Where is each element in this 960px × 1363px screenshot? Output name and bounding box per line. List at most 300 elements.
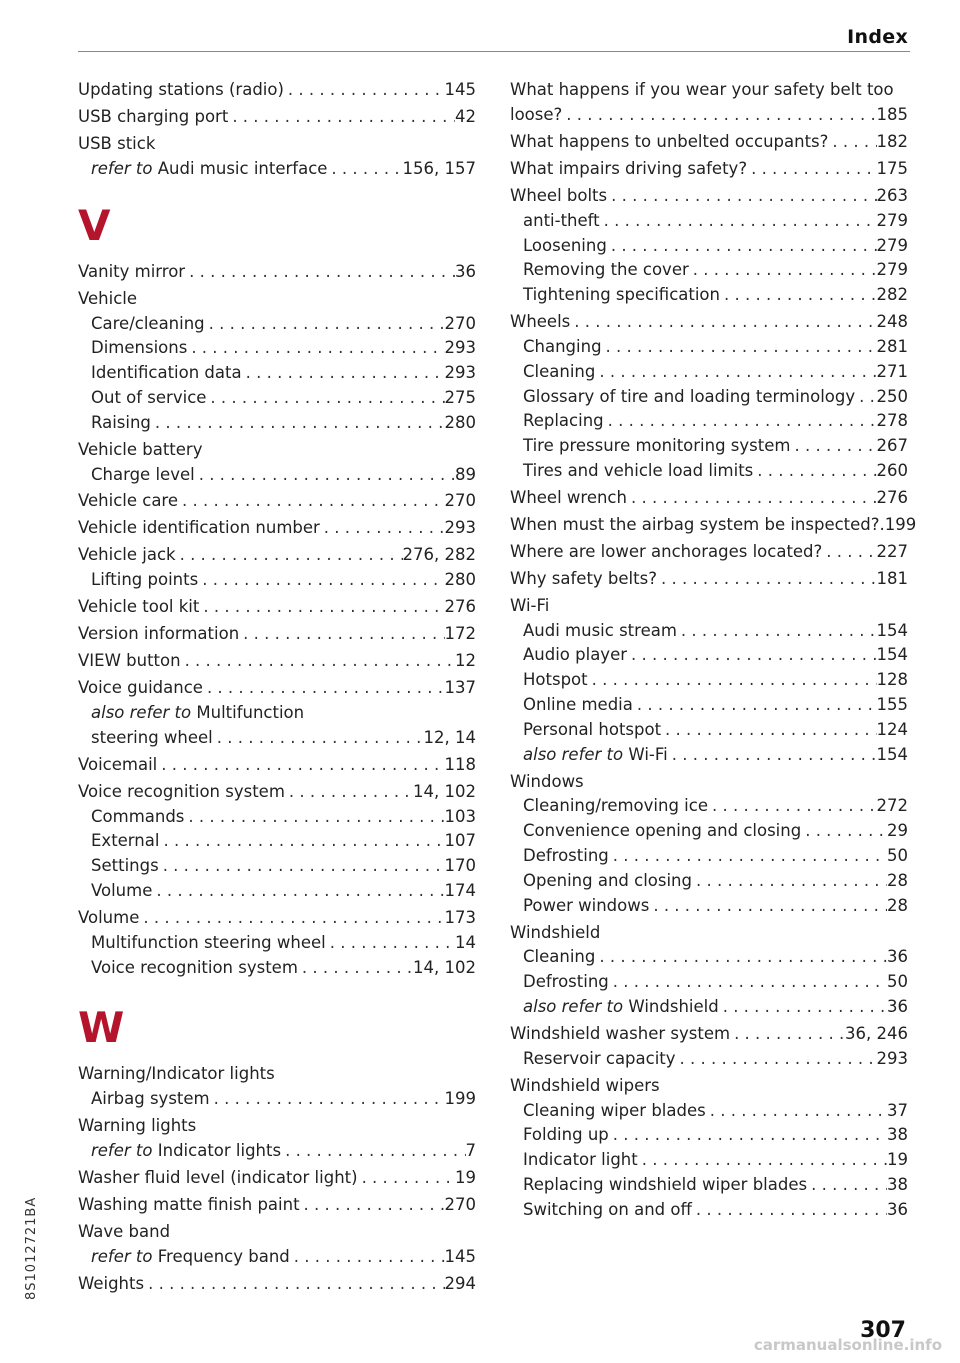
index-term: Cleaning/removing ice bbox=[523, 796, 708, 816]
index-entry bbox=[510, 103, 908, 128]
index-term: Raising bbox=[91, 412, 151, 432]
cross-reference-label: refer to bbox=[91, 1140, 153, 1160]
index-entry bbox=[510, 258, 908, 283]
dot-leader bbox=[239, 622, 444, 647]
index-term: Settings bbox=[91, 856, 159, 876]
index-term: Power windows bbox=[523, 895, 650, 915]
page-reference: 155 bbox=[876, 695, 908, 714]
index-term: Identification data bbox=[91, 363, 242, 383]
index-entry bbox=[510, 743, 908, 768]
index-entry bbox=[78, 701, 476, 726]
index-entry bbox=[78, 361, 476, 386]
index-entry bbox=[510, 310, 908, 335]
index-entry bbox=[510, 486, 908, 511]
index-entry bbox=[510, 869, 908, 894]
page-reference: 36 bbox=[887, 947, 908, 967]
page-reference: 293 bbox=[444, 518, 476, 538]
dot-leader bbox=[638, 1148, 887, 1173]
index-entry bbox=[510, 1198, 908, 1223]
index-term: Voicemail bbox=[78, 754, 158, 774]
dot-leader bbox=[708, 794, 877, 819]
dot-leader bbox=[157, 753, 444, 778]
dot-leader bbox=[562, 103, 876, 128]
index-term: steering wheel bbox=[91, 727, 213, 747]
cross-reference-label: refer to bbox=[91, 1246, 153, 1266]
dot-leader bbox=[358, 1166, 455, 1191]
dot-leader bbox=[807, 1173, 887, 1198]
index-entry bbox=[510, 513, 917, 538]
dot-leader bbox=[159, 829, 444, 854]
index-term: USB stick bbox=[78, 134, 156, 154]
page-reference: 293 bbox=[444, 363, 476, 383]
index-term: Windshield bbox=[510, 922, 601, 942]
index-entry bbox=[78, 411, 476, 436]
dot-leader bbox=[588, 668, 877, 693]
index-term: Warning lights bbox=[78, 1116, 197, 1136]
page-reference: 38 bbox=[887, 1125, 908, 1145]
index-entry bbox=[510, 130, 908, 155]
index-term: Care/cleaning bbox=[91, 313, 205, 333]
header-divider bbox=[78, 51, 910, 52]
dot-leader bbox=[198, 568, 444, 593]
index-entry bbox=[510, 157, 908, 182]
dot-leader bbox=[285, 780, 413, 805]
dot-leader bbox=[242, 361, 445, 386]
index-term: Tires and vehicle load limits bbox=[523, 460, 754, 480]
index-entry bbox=[78, 287, 476, 312]
index-entry bbox=[510, 459, 908, 484]
index-term: VIEW button bbox=[78, 651, 181, 671]
index-term: Vehicle identification number bbox=[78, 518, 320, 538]
index-term: Voice recognition system bbox=[78, 781, 285, 801]
index-term: Volume bbox=[78, 907, 140, 927]
index-entry bbox=[510, 184, 908, 209]
index-term: Replacing bbox=[523, 411, 604, 431]
dot-leader bbox=[790, 434, 876, 459]
index-term: USB charging port bbox=[78, 107, 229, 127]
page-reference: 36 bbox=[455, 261, 476, 281]
index-term: Vehicle care bbox=[78, 491, 179, 511]
dot-leader bbox=[570, 310, 876, 335]
page-reference: 12, 14 bbox=[423, 727, 476, 747]
index-entry bbox=[510, 844, 908, 869]
index-term: Commands bbox=[91, 806, 185, 826]
dot-leader bbox=[609, 1123, 887, 1148]
index-term: Personal hotspot bbox=[523, 719, 662, 739]
dot-leader bbox=[290, 1245, 445, 1270]
dot-leader bbox=[210, 1087, 445, 1112]
dot-leader bbox=[692, 869, 887, 894]
page-reference: 281 bbox=[876, 336, 908, 356]
index-term: Defrosting bbox=[523, 972, 609, 992]
index-entry bbox=[78, 463, 476, 488]
index-term: Dimensions bbox=[91, 338, 188, 358]
index-entry bbox=[78, 956, 476, 981]
index-entry bbox=[510, 643, 908, 668]
page-reference: 276 bbox=[876, 487, 908, 507]
page-reference: 276 bbox=[444, 597, 476, 617]
index-term: Hotspot bbox=[523, 670, 588, 690]
page-reference: 14, 102 bbox=[413, 957, 476, 977]
index-term: Audi music interface bbox=[157, 158, 328, 178]
page-reference: 275 bbox=[444, 387, 476, 407]
page-reference: 270 bbox=[444, 491, 476, 511]
index-entry bbox=[78, 1139, 476, 1164]
index-entry bbox=[510, 209, 908, 234]
index-entry bbox=[78, 622, 476, 647]
page-reference: 50 bbox=[887, 845, 908, 865]
index-term: Wave band bbox=[78, 1221, 171, 1241]
page-reference: 185 bbox=[876, 104, 908, 124]
index-entry bbox=[78, 1087, 476, 1112]
index-term: Replacing windshield wiper blades bbox=[523, 1174, 808, 1194]
index-term: Indicator lights bbox=[157, 1140, 282, 1160]
index-entry bbox=[510, 78, 908, 103]
index-entry bbox=[78, 438, 476, 463]
dot-leader bbox=[178, 489, 444, 514]
index-term: Charge level bbox=[91, 464, 195, 484]
dot-leader bbox=[281, 1139, 465, 1164]
index-column-right bbox=[510, 76, 917, 1222]
index-entry bbox=[78, 260, 476, 285]
index-term: Indicator light bbox=[523, 1150, 638, 1170]
dot-leader bbox=[627, 643, 876, 668]
index-entry bbox=[78, 726, 476, 751]
index-entry bbox=[78, 829, 476, 854]
index-term: What impairs driving safety? bbox=[510, 158, 748, 178]
dot-leader bbox=[676, 1047, 877, 1072]
index-entry bbox=[78, 879, 476, 904]
dot-leader bbox=[203, 676, 445, 701]
index-term: Vehicle battery bbox=[78, 439, 203, 459]
index-entry bbox=[510, 1148, 908, 1173]
dot-leader bbox=[595, 945, 887, 970]
index-entry bbox=[510, 234, 908, 259]
index-term: Cleaning bbox=[523, 947, 596, 967]
page-reference: 175 bbox=[876, 158, 908, 178]
index-entry bbox=[510, 434, 908, 459]
index-entry bbox=[78, 1245, 476, 1270]
page-reference: 282 bbox=[876, 285, 908, 305]
index-term: Removing the cover bbox=[523, 260, 689, 280]
index-entry bbox=[510, 1123, 908, 1148]
dot-leader bbox=[706, 1099, 887, 1124]
index-term: Frequency band bbox=[157, 1246, 290, 1266]
page-reference: 280 bbox=[444, 570, 476, 590]
index-entry bbox=[510, 594, 908, 619]
index-entry bbox=[510, 668, 908, 693]
cross-reference-label: also refer to bbox=[523, 996, 624, 1016]
page-reference: 12 bbox=[455, 651, 476, 671]
index-term: Opening and closing bbox=[523, 870, 692, 890]
cross-reference-label: refer to bbox=[91, 158, 153, 178]
page-header-title: Index bbox=[847, 26, 908, 48]
page-reference: 107 bbox=[444, 831, 476, 851]
dot-leader bbox=[649, 894, 887, 919]
index-term: Why safety belts? bbox=[510, 568, 657, 588]
dot-leader bbox=[720, 283, 877, 308]
dot-leader bbox=[195, 463, 455, 488]
index-term: Updating stations (radio) bbox=[78, 80, 284, 100]
index-entry bbox=[78, 1114, 476, 1139]
dot-leader bbox=[668, 743, 877, 768]
index-entry bbox=[78, 906, 476, 931]
dot-leader bbox=[661, 718, 876, 743]
index-term: Vehicle tool kit bbox=[78, 597, 200, 617]
dot-leader bbox=[152, 879, 444, 904]
dot-leader bbox=[139, 906, 444, 931]
index-term: Vanity mirror bbox=[78, 261, 186, 281]
dot-leader bbox=[633, 693, 877, 718]
page-reference: 19 bbox=[887, 1150, 908, 1170]
page-reference: 170 bbox=[444, 856, 476, 876]
page-reference: 227 bbox=[876, 541, 908, 561]
index-term: Volume bbox=[91, 880, 153, 900]
index-term: Washing matte finish paint bbox=[78, 1194, 300, 1214]
index-entry bbox=[78, 543, 476, 568]
cross-reference-label: also refer to bbox=[91, 702, 192, 722]
page-reference: 276, 282 bbox=[402, 545, 476, 565]
index-entry bbox=[78, 753, 476, 778]
index-entry bbox=[510, 283, 908, 308]
page-reference: 181 bbox=[876, 568, 908, 588]
index-term: anti-theft bbox=[523, 210, 600, 230]
dot-leader bbox=[801, 819, 887, 844]
dot-leader bbox=[185, 260, 455, 285]
index-entry bbox=[78, 1220, 476, 1245]
dot-leader bbox=[657, 567, 877, 592]
section-letter: V bbox=[78, 200, 111, 250]
index-entry bbox=[510, 1074, 908, 1099]
index-entry bbox=[78, 132, 476, 157]
index-term: Vehicle bbox=[78, 288, 138, 308]
index-entry bbox=[78, 568, 476, 593]
page-reference: 172 bbox=[444, 624, 476, 644]
index-term: Windows bbox=[510, 771, 584, 791]
index-term: Wi-Fi bbox=[628, 744, 668, 764]
dot-leader bbox=[213, 726, 424, 751]
index-entry bbox=[78, 516, 476, 541]
index-term: Washer fluid level (indicator light) bbox=[78, 1167, 358, 1187]
page-reference: 280 bbox=[444, 412, 476, 432]
dot-leader bbox=[689, 258, 877, 283]
index-entry bbox=[510, 921, 908, 946]
dot-leader bbox=[298, 956, 413, 981]
page-reference: 14, 102 bbox=[413, 781, 476, 801]
page-reference: 293 bbox=[876, 1048, 908, 1068]
dot-leader bbox=[327, 157, 402, 182]
page-reference: 37 bbox=[887, 1100, 908, 1120]
page-reference: 278 bbox=[876, 411, 908, 431]
index-entry bbox=[78, 157, 476, 182]
dot-leader bbox=[320, 516, 445, 541]
index-term: Wheel bolts bbox=[510, 185, 608, 205]
index-term: Airbag system bbox=[91, 1089, 210, 1109]
watermark: carmanualsonline.info bbox=[753, 1336, 942, 1354]
dot-leader bbox=[228, 105, 455, 130]
index-term: Cleaning wiper blades bbox=[523, 1100, 706, 1120]
index-entry bbox=[78, 1166, 476, 1191]
dot-leader bbox=[607, 184, 876, 209]
index-entry bbox=[510, 619, 908, 644]
page-reference: 36 bbox=[887, 996, 908, 1016]
dot-leader bbox=[181, 649, 455, 674]
page-reference: .199 bbox=[879, 514, 917, 534]
page-reference: 28 bbox=[887, 870, 908, 890]
page-reference: 293 bbox=[444, 338, 476, 358]
index-entry bbox=[78, 78, 476, 103]
index-entry bbox=[510, 995, 908, 1020]
index-entry bbox=[510, 385, 908, 410]
page-number: 307 bbox=[860, 1318, 906, 1343]
index-term: Audio player bbox=[523, 645, 628, 665]
index-entry bbox=[510, 540, 908, 565]
page-reference: 36, 246 bbox=[845, 1023, 908, 1043]
index-term: Folding up bbox=[523, 1125, 609, 1145]
page-reference: 19 bbox=[455, 1167, 476, 1187]
dot-leader bbox=[199, 595, 444, 620]
page-reference: 36 bbox=[887, 1199, 908, 1219]
dot-leader bbox=[206, 386, 444, 411]
index-entry bbox=[78, 780, 476, 805]
index-term: Tire pressure monitoring system bbox=[523, 436, 791, 456]
index-term: Warning/Indicator lights bbox=[78, 1064, 275, 1084]
dot-leader bbox=[300, 1193, 445, 1218]
index-entry bbox=[510, 567, 908, 592]
page-reference: 28 bbox=[887, 895, 908, 915]
page-reference: 270 bbox=[444, 1194, 476, 1214]
index-term: Convenience opening and closing bbox=[523, 821, 802, 841]
index-term: Windshield bbox=[628, 996, 719, 1016]
index-entry bbox=[78, 1062, 476, 1087]
index-term: External bbox=[91, 831, 160, 851]
index-term: Where are lower anchorages located? bbox=[510, 541, 823, 561]
page-reference: 145 bbox=[444, 80, 476, 100]
dot-leader bbox=[609, 844, 887, 869]
dot-leader bbox=[159, 854, 445, 879]
index-term: Reservoir capacity bbox=[523, 1048, 676, 1068]
index-term: Voice recognition system bbox=[91, 957, 298, 977]
page-reference: 89 bbox=[455, 464, 476, 484]
index-entry bbox=[78, 649, 476, 674]
dot-leader bbox=[747, 157, 876, 182]
dot-leader bbox=[753, 459, 876, 484]
dot-leader bbox=[205, 312, 445, 337]
index-term: Wi-Fi bbox=[510, 595, 550, 615]
index-entry bbox=[510, 945, 908, 970]
page-reference: 128 bbox=[876, 670, 908, 690]
index-entry bbox=[510, 1022, 908, 1047]
dot-leader bbox=[184, 805, 444, 830]
index-entry bbox=[78, 105, 476, 130]
index-term: Wheel wrench bbox=[510, 487, 627, 507]
dot-leader bbox=[187, 336, 444, 361]
index-entry bbox=[510, 970, 908, 995]
index-term: loose? bbox=[510, 104, 563, 124]
index-entry bbox=[510, 718, 908, 743]
page-reference: 145 bbox=[444, 1246, 476, 1266]
page-reference: 279 bbox=[876, 210, 908, 230]
dot-leader bbox=[627, 486, 877, 511]
dot-leader bbox=[609, 970, 887, 995]
index-entry bbox=[78, 595, 476, 620]
index-term: Cleaning bbox=[523, 361, 596, 381]
index-term: Online media bbox=[523, 695, 633, 714]
index-entry bbox=[78, 1272, 476, 1297]
index-term: Multifunction steering wheel bbox=[91, 932, 326, 952]
page-reference: 50 bbox=[887, 972, 908, 992]
page-reference: 279 bbox=[876, 260, 908, 280]
dot-leader bbox=[600, 209, 877, 234]
index-entry bbox=[78, 386, 476, 411]
page-reference: 156, 157 bbox=[402, 158, 476, 178]
page-reference: 260 bbox=[876, 460, 908, 480]
page-reference: 263 bbox=[876, 185, 908, 205]
index-term: Switching on and off bbox=[523, 1199, 692, 1219]
index-entry bbox=[78, 805, 476, 830]
dot-leader bbox=[604, 409, 877, 434]
index-entry bbox=[510, 693, 908, 718]
dot-leader bbox=[284, 78, 445, 103]
index-term: Out of service bbox=[91, 387, 207, 407]
page-reference: 267 bbox=[876, 436, 908, 456]
document-code: 8S1012721BA bbox=[24, 1196, 39, 1300]
page-reference: 137 bbox=[444, 678, 476, 698]
index-term: Voice guidance bbox=[78, 678, 203, 698]
dot-leader bbox=[692, 1198, 887, 1223]
index-entry bbox=[78, 336, 476, 361]
page-reference: 294 bbox=[444, 1273, 476, 1293]
index-entry bbox=[510, 819, 908, 844]
index-term: Windshield washer system bbox=[510, 1023, 731, 1043]
index-entry bbox=[510, 360, 908, 385]
dot-leader bbox=[176, 543, 403, 568]
index-entry bbox=[510, 1047, 908, 1072]
dot-leader bbox=[602, 335, 877, 360]
index-entry bbox=[78, 676, 476, 701]
section-letter: W bbox=[78, 1003, 125, 1053]
page-reference: 29 bbox=[887, 821, 908, 841]
index-entry bbox=[510, 1173, 908, 1198]
index-entry bbox=[78, 312, 476, 337]
index-entry bbox=[78, 1193, 476, 1218]
page-reference: 248 bbox=[876, 312, 908, 332]
index-term: Wheels bbox=[510, 312, 571, 332]
page-reference: 182 bbox=[876, 131, 908, 151]
page-reference: 124 bbox=[876, 719, 908, 739]
dot-leader bbox=[151, 411, 445, 436]
index-term: When must the airbag system be inspected? bbox=[510, 514, 880, 534]
index-entry bbox=[510, 335, 908, 360]
dot-leader bbox=[855, 385, 876, 410]
page-reference: 199 bbox=[444, 1089, 476, 1109]
index-entry bbox=[78, 931, 476, 956]
page-reference: 42 bbox=[455, 107, 476, 127]
index-term: Version information bbox=[78, 624, 240, 644]
page-reference: 118 bbox=[444, 754, 476, 774]
index-term: Weights bbox=[78, 1273, 145, 1293]
index-term: Audi music stream bbox=[523, 620, 677, 640]
index-term: Glossary of tire and loading terminology bbox=[523, 386, 856, 406]
index-column-left bbox=[78, 76, 476, 1296]
page-reference: 103 bbox=[444, 806, 476, 826]
index-term: Windshield wipers bbox=[510, 1075, 660, 1095]
page-reference: 154 bbox=[876, 645, 908, 665]
page-reference: 14 bbox=[455, 932, 476, 952]
dot-leader bbox=[730, 1022, 845, 1047]
index-term: Loosening bbox=[523, 235, 607, 255]
dot-leader bbox=[326, 931, 455, 956]
